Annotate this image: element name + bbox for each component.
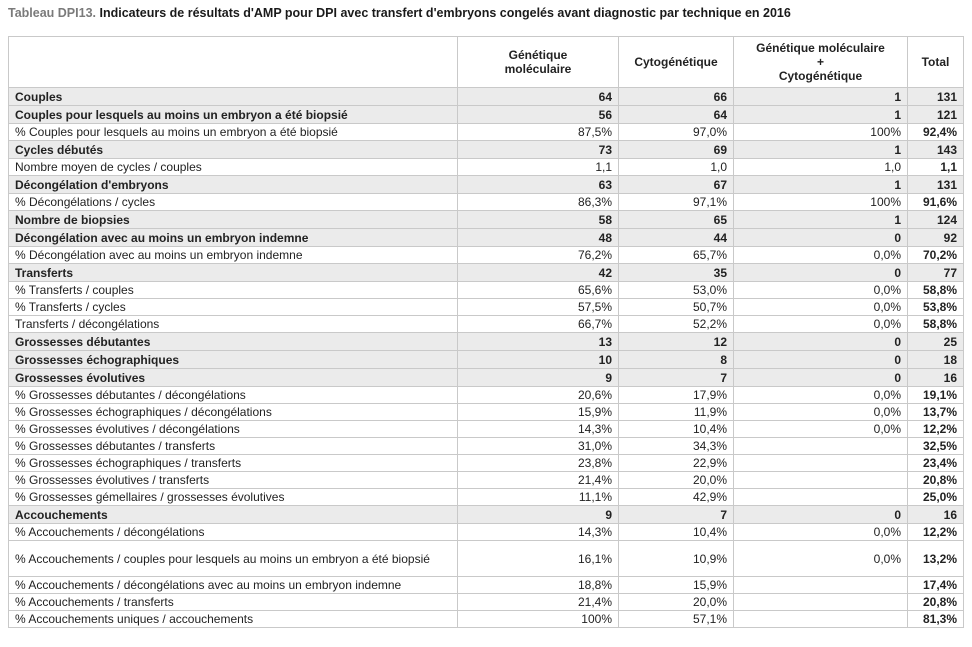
cell-total: 12,2% — [908, 524, 964, 541]
row-label: Décongélation d'embryons — [9, 176, 458, 194]
cell-total: 25,0% — [908, 489, 964, 506]
table-row — [9, 594, 964, 611]
table-row — [9, 88, 964, 106]
table-row — [9, 211, 964, 229]
cell-genetique-moleculaire: 76,2% — [458, 247, 619, 264]
cell-combined: 0,0% — [734, 404, 908, 421]
table-row — [9, 194, 964, 211]
cell-combined: 0,0% — [734, 524, 908, 541]
header-genetique-moleculaire — [458, 37, 619, 88]
cell-combined: 0,0% — [734, 421, 908, 438]
cell-genetique-moleculaire: 18,8% — [458, 577, 619, 594]
row-label: % Grossesses gémellaires / grossesses évolutives — [9, 489, 458, 506]
table-row — [9, 141, 964, 159]
cell-genetique-moleculaire: 65,6% — [458, 282, 619, 299]
cell-total: 16 — [908, 369, 964, 387]
cell-genetique-moleculaire: 9 — [458, 369, 619, 387]
cell-cytogenetique: 34,3% — [619, 438, 734, 455]
table-row — [9, 404, 964, 421]
table-row — [9, 387, 964, 404]
cell-combined: 0,0% — [734, 541, 908, 577]
row-label: % Décongélation avec au moins un embryon indemne — [9, 247, 458, 264]
table-row — [9, 299, 964, 316]
cell-cytogenetique: 7 — [619, 369, 734, 387]
cell-total: 20,8% — [908, 594, 964, 611]
row-label: % Transferts / cycles — [9, 299, 458, 316]
row-label: % Grossesses débutantes / décongélations — [9, 387, 458, 404]
cell-genetique-moleculaire: 9 — [458, 506, 619, 524]
row-label: % Grossesses échographiques / décongélations — [9, 404, 458, 421]
row-label: % Grossesses évolutives / décongélations — [9, 421, 458, 438]
cell-genetique-moleculaire: 31,0% — [458, 438, 619, 455]
cell-cytogenetique: 66 — [619, 88, 734, 106]
cell-combined — [734, 438, 908, 455]
cell-cytogenetique: 1,0 — [619, 159, 734, 176]
cell-genetique-moleculaire: 63 — [458, 176, 619, 194]
cell-total: 32,5% — [908, 438, 964, 455]
header-cytogenetique — [619, 37, 734, 88]
header-total — [908, 37, 964, 88]
cell-cytogenetique: 7 — [619, 506, 734, 524]
cell-genetique-moleculaire: 73 — [458, 141, 619, 159]
row-label: Grossesses échographiques — [9, 351, 458, 369]
row-label: % Accouchements / décongélations — [9, 524, 458, 541]
cell-combined: 1 — [734, 176, 908, 194]
cell-cytogenetique: 35 — [619, 264, 734, 282]
cell-total: 121 — [908, 106, 964, 124]
cell-combined: 0,0% — [734, 387, 908, 404]
cell-cytogenetique: 42,9% — [619, 489, 734, 506]
cell-combined — [734, 455, 908, 472]
cell-cytogenetique: 17,9% — [619, 387, 734, 404]
cell-combined: 100% — [734, 194, 908, 211]
cell-total: 58,8% — [908, 316, 964, 333]
cell-total: 20,8% — [908, 472, 964, 489]
table-row — [9, 176, 964, 194]
cell-genetique-moleculaire: 14,3% — [458, 524, 619, 541]
cell-combined — [734, 577, 908, 594]
table-row — [9, 247, 964, 264]
row-label: Cycles débutés — [9, 141, 458, 159]
cell-genetique-moleculaire: 1,1 — [458, 159, 619, 176]
cell-combined: 1 — [734, 88, 908, 106]
table-row — [9, 611, 964, 628]
table-row — [9, 316, 964, 333]
cell-cytogenetique: 44 — [619, 229, 734, 247]
row-label: Couples pour lesquels au moins un embryon a été biopsié — [9, 106, 458, 124]
header-row — [9, 37, 964, 88]
header-line: Génétique moléculaire — [756, 41, 885, 55]
cell-cytogenetique: 65 — [619, 211, 734, 229]
header-line: Cytogénétique — [634, 55, 718, 69]
row-label: Nombre de biopsies — [9, 211, 458, 229]
table-row — [9, 159, 964, 176]
cell-combined: 0,0% — [734, 247, 908, 264]
row-label: % Couples pour lesquels au moins un embryon a été biopsié — [9, 124, 458, 141]
cell-total: 143 — [908, 141, 964, 159]
cell-genetique-moleculaire: 64 — [458, 88, 619, 106]
cell-total: 81,3% — [908, 611, 964, 628]
cell-total: 58,8% — [908, 282, 964, 299]
cell-combined: 0 — [734, 333, 908, 351]
cell-cytogenetique: 65,7% — [619, 247, 734, 264]
cell-total: 12,2% — [908, 421, 964, 438]
table-row — [9, 472, 964, 489]
cell-genetique-moleculaire: 58 — [458, 211, 619, 229]
cell-total: 124 — [908, 211, 964, 229]
table-row — [9, 541, 964, 577]
table-row — [9, 229, 964, 247]
table-row — [9, 421, 964, 438]
cell-total: 77 — [908, 264, 964, 282]
table-row — [9, 455, 964, 472]
header-combined — [734, 37, 908, 88]
cell-combined: 0,0% — [734, 299, 908, 316]
cell-genetique-moleculaire: 42 — [458, 264, 619, 282]
cell-combined — [734, 594, 908, 611]
cell-total: 16 — [908, 506, 964, 524]
row-label: % Grossesses échographiques / transferts — [9, 455, 458, 472]
cell-cytogenetique: 8 — [619, 351, 734, 369]
cell-genetique-moleculaire: 15,9% — [458, 404, 619, 421]
cell-genetique-moleculaire: 87,5% — [458, 124, 619, 141]
cell-cytogenetique: 20,0% — [619, 472, 734, 489]
table-row — [9, 282, 964, 299]
row-label: Décongélation avec au moins un embryon indemne — [9, 229, 458, 247]
row-label: % Accouchements uniques / accouchements — [9, 611, 458, 628]
row-label: Grossesses débutantes — [9, 333, 458, 351]
row-label: Transferts / décongélations — [9, 316, 458, 333]
caption-prefix: Tableau DPI13. — [8, 6, 96, 20]
cell-combined: 0,0% — [734, 282, 908, 299]
row-label: Nombre moyen de cycles / couples — [9, 159, 458, 176]
row-label: % Transferts / couples — [9, 282, 458, 299]
table-row — [9, 124, 964, 141]
header-line: Total — [921, 55, 950, 69]
table-row — [9, 333, 964, 351]
cell-total: 19,1% — [908, 387, 964, 404]
cell-total: 131 — [908, 176, 964, 194]
cell-genetique-moleculaire: 48 — [458, 229, 619, 247]
table-row — [9, 489, 964, 506]
cell-total: 92,4% — [908, 124, 964, 141]
table-row — [9, 524, 964, 541]
row-label: Accouchements — [9, 506, 458, 524]
cell-genetique-moleculaire: 56 — [458, 106, 619, 124]
cell-genetique-moleculaire: 57,5% — [458, 299, 619, 316]
cell-cytogenetique: 11,9% — [619, 404, 734, 421]
cell-cytogenetique: 97,0% — [619, 124, 734, 141]
cell-total: 13,2% — [908, 541, 964, 577]
cell-combined — [734, 611, 908, 628]
table-caption — [8, 6, 791, 20]
row-label: % Grossesses débutantes / transferts — [9, 438, 458, 455]
table-row — [9, 577, 964, 594]
cell-genetique-moleculaire: 21,4% — [458, 594, 619, 611]
row-label: % Accouchements / transferts — [9, 594, 458, 611]
cell-genetique-moleculaire: 14,3% — [458, 421, 619, 438]
cell-genetique-moleculaire: 16,1% — [458, 541, 619, 577]
row-label: % Accouchements / couples pour lesquels au moins un embryon a été biopsié — [9, 541, 458, 577]
cell-total: 91,6% — [908, 194, 964, 211]
cell-cytogenetique: 22,9% — [619, 455, 734, 472]
cell-cytogenetique: 12 — [619, 333, 734, 351]
cell-combined: 0 — [734, 506, 908, 524]
results-table — [8, 36, 964, 628]
header-line: Génétique — [508, 48, 568, 62]
table-row — [9, 264, 964, 282]
cell-genetique-moleculaire: 100% — [458, 611, 619, 628]
table-row — [9, 506, 964, 524]
cell-total: 13,7% — [908, 404, 964, 421]
cell-total: 25 — [908, 333, 964, 351]
cell-combined: 1,0 — [734, 159, 908, 176]
header-line: Cytogénétique — [778, 69, 863, 83]
cell-cytogenetique: 50,7% — [619, 299, 734, 316]
cell-cytogenetique: 53,0% — [619, 282, 734, 299]
row-label: % Accouchements / décongélations avec au moins un embryon indemne — [9, 577, 458, 594]
table-row — [9, 438, 964, 455]
header-label-column — [9, 37, 458, 88]
header-line: moléculaire — [504, 62, 572, 76]
header-line: + — [816, 55, 824, 69]
cell-combined: 100% — [734, 124, 908, 141]
cell-cytogenetique: 15,9% — [619, 577, 734, 594]
row-label: % Grossesses évolutives / transferts — [9, 472, 458, 489]
cell-total: 1,1 — [908, 159, 964, 176]
cell-combined: 0 — [734, 229, 908, 247]
cell-total: 131 — [908, 88, 964, 106]
table-row — [9, 351, 964, 369]
cell-cytogenetique: 97,1% — [619, 194, 734, 211]
cell-genetique-moleculaire: 11,1% — [458, 489, 619, 506]
cell-total: 92 — [908, 229, 964, 247]
caption-title: Indicateurs de résultats d'AMP pour DPI avec transfert d'embryons congelés avant diagnostic par technique en 2016 — [99, 6, 791, 20]
cell-total: 17,4% — [908, 577, 964, 594]
cell-genetique-moleculaire: 20,6% — [458, 387, 619, 404]
cell-combined: 0,0% — [734, 316, 908, 333]
cell-combined: 0 — [734, 264, 908, 282]
cell-cytogenetique: 67 — [619, 176, 734, 194]
cell-genetique-moleculaire: 21,4% — [458, 472, 619, 489]
table-row — [9, 106, 964, 124]
row-label: Transferts — [9, 264, 458, 282]
cell-cytogenetique: 52,2% — [619, 316, 734, 333]
row-label: % Décongélations / cycles — [9, 194, 458, 211]
cell-cytogenetique: 10,9% — [619, 541, 734, 577]
cell-cytogenetique: 69 — [619, 141, 734, 159]
cell-total: 53,8% — [908, 299, 964, 316]
cell-genetique-moleculaire: 10 — [458, 351, 619, 369]
cell-combined: 1 — [734, 106, 908, 124]
cell-cytogenetique: 10,4% — [619, 524, 734, 541]
cell-cytogenetique: 57,1% — [619, 611, 734, 628]
cell-total: 23,4% — [908, 455, 964, 472]
cell-combined: 0 — [734, 351, 908, 369]
cell-total: 70,2% — [908, 247, 964, 264]
cell-combined: 1 — [734, 141, 908, 159]
cell-genetique-moleculaire: 66,7% — [458, 316, 619, 333]
cell-combined — [734, 472, 908, 489]
cell-combined: 1 — [734, 211, 908, 229]
cell-genetique-moleculaire: 13 — [458, 333, 619, 351]
cell-combined: 0 — [734, 369, 908, 387]
cell-cytogenetique: 64 — [619, 106, 734, 124]
cell-genetique-moleculaire: 23,8% — [458, 455, 619, 472]
table-row — [9, 369, 964, 387]
cell-genetique-moleculaire: 86,3% — [458, 194, 619, 211]
cell-cytogenetique: 20,0% — [619, 594, 734, 611]
row-label: Grossesses évolutives — [9, 369, 458, 387]
cell-combined — [734, 489, 908, 506]
row-label: Couples — [9, 88, 458, 106]
cell-cytogenetique: 10,4% — [619, 421, 734, 438]
cell-total: 18 — [908, 351, 964, 369]
